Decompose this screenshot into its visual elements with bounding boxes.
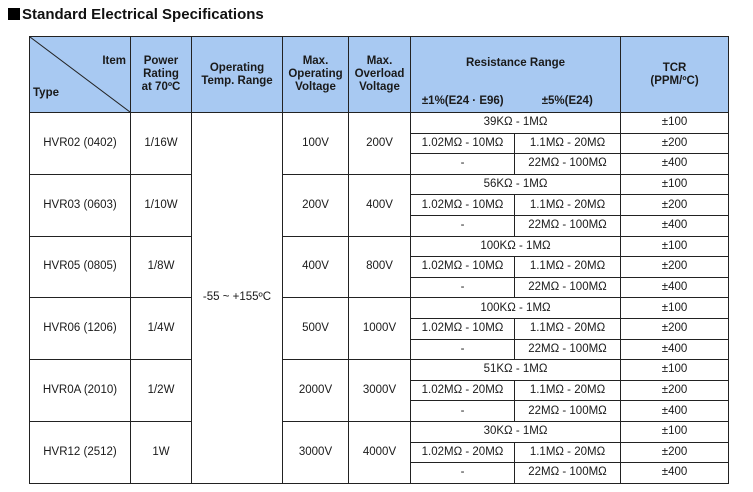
page-title-text: Standard Electrical Specifications: [22, 5, 264, 23]
maxop-header-line: Max.: [302, 55, 329, 67]
max-operating-voltage-cell: 2000V: [283, 360, 349, 422]
resistance-1pct-cell: 1.02MΩ - 20MΩ: [411, 442, 515, 463]
tcr-cell: ±200: [621, 442, 729, 463]
tcr-cell: ±200: [621, 195, 729, 216]
type-label: Type: [33, 87, 59, 99]
table-row: [30, 298, 729, 319]
resistance-full-range-cell: 30KΩ - 1MΩ: [411, 421, 621, 442]
type-cell: HVR05 (0805): [30, 236, 131, 298]
table-row: [30, 360, 729, 381]
power-cell: 1/2W: [131, 360, 192, 422]
max-overload-voltage-cell: 3000V: [349, 360, 411, 422]
resistance-full-range-cell: 51KΩ - 1MΩ: [411, 360, 621, 381]
max-overload-voltage-cell: 800V: [349, 236, 411, 298]
resistance-5pct-cell: 22MΩ - 100MΩ: [515, 154, 621, 175]
resistance-5pct-cell: 22MΩ - 100MΩ: [515, 401, 621, 422]
tcr-cell: ±200: [621, 133, 729, 154]
tcr-header: [621, 37, 729, 113]
tcr-cell: ±400: [621, 277, 729, 298]
maxop-header-line: Voltage: [295, 81, 336, 93]
resistance-1pct-cell: -: [411, 339, 515, 360]
resistance-5pct-cell: 1.1MΩ - 20MΩ: [515, 442, 621, 463]
maxov-header-line: Voltage: [359, 81, 400, 93]
resistance-5pct-cell: 1.1MΩ - 20MΩ: [515, 318, 621, 339]
power-rating-header: [131, 37, 192, 113]
max-operating-voltage-cell: 500V: [283, 298, 349, 360]
max-overload-voltage-cell: 200V: [349, 113, 411, 175]
resistance-full-range-cell: 100KΩ - 1MΩ: [411, 236, 621, 257]
item-type-header: [30, 37, 131, 113]
tcr-cell: ±200: [621, 380, 729, 401]
power-cell: 1/16W: [131, 113, 192, 175]
tcr-cell: ±200: [621, 257, 729, 278]
max-operating-voltage-cell: 100V: [283, 113, 349, 175]
table-row: [30, 236, 729, 257]
electrical-spec-table: [29, 36, 729, 484]
maxov-header-line: Max.: [366, 55, 393, 67]
resistance-range-header: Resistance Range: [411, 37, 621, 91]
tcr-cell: ±400: [621, 463, 729, 484]
power-cell: 1/4W: [131, 298, 192, 360]
item-label: Item: [102, 55, 126, 67]
max-overload-voltage-cell: 400V: [349, 174, 411, 236]
resistance-1pct-cell: 1.02MΩ - 10MΩ: [411, 318, 515, 339]
operating-temp-header: [192, 37, 283, 113]
tcr-cell: ±400: [621, 401, 729, 422]
tcr-cell: ±100: [621, 360, 729, 381]
spec-table-body: [30, 113, 729, 484]
type-cell: HVR0A (2010): [30, 360, 131, 422]
resistance-1pct-cell: 1.02MΩ - 10MΩ: [411, 195, 515, 216]
resistance-5pct-cell: 22MΩ - 100MΩ: [515, 277, 621, 298]
max-operating-voltage-cell: 3000V: [283, 421, 349, 483]
max-operating-voltage-cell: 400V: [283, 236, 349, 298]
power-cell: 1W: [131, 421, 192, 483]
resistance-1pct-cell: 1.02MΩ - 10MΩ: [411, 257, 515, 278]
resistance-5pct-cell: 1.1MΩ - 20MΩ: [515, 380, 621, 401]
maxop-header-line: Operating: [288, 68, 343, 80]
tcr-cell: ±100: [621, 298, 729, 319]
tcr-cell: ±100: [621, 174, 729, 195]
temp-header-line: Operating: [209, 61, 265, 74]
type-cell: HVR12 (2512): [30, 421, 131, 483]
tcr-cell: ±100: [621, 421, 729, 442]
resistance-5pct-header: ±5%(E24): [515, 91, 621, 113]
type-cell: HVR03 (0603): [30, 174, 131, 236]
max-overload-voltage-cell: 4000V: [349, 421, 411, 483]
maxov-header-line: Overload: [354, 68, 405, 80]
temp-header-line: Temp. Range: [201, 74, 273, 87]
tcr-cell: ±100: [621, 236, 729, 257]
diagonal-line: [30, 37, 130, 112]
resistance-5pct-cell: 1.1MΩ - 20MΩ: [515, 257, 621, 278]
resistance-1pct-cell: -: [411, 277, 515, 298]
power-header-line: Power: [143, 55, 179, 67]
resistance-1pct-cell: 1.02MΩ - 10MΩ: [411, 133, 515, 154]
table-row: [30, 174, 729, 195]
black-square-bullet-icon: [8, 8, 20, 20]
page-title: [8, 5, 264, 23]
resistance-full-range-cell: 100KΩ - 1MΩ: [411, 298, 621, 319]
type-cell: HVR02 (0402): [30, 113, 131, 175]
resistance-1pct-cell: -: [411, 463, 515, 484]
tcr-cell: ±100: [621, 113, 729, 134]
tcr-cell: ±200: [621, 318, 729, 339]
resistance-5pct-cell: 22MΩ - 100MΩ: [515, 463, 621, 484]
resistance-5pct-cell: 1.1MΩ - 20MΩ: [515, 133, 621, 154]
tcr-cell: ±400: [621, 339, 729, 360]
table-row: [30, 421, 729, 442]
tcr-header-line: TCR: [662, 61, 687, 74]
resistance-1pct-cell: 1.02MΩ - 20MΩ: [411, 380, 515, 401]
resistance-5pct-cell: 22MΩ - 100MΩ: [515, 339, 621, 360]
tcr-cell: ±400: [621, 215, 729, 236]
operating-temp-cell: -55 ~ +155ºC: [192, 113, 283, 484]
power-cell: 1/8W: [131, 236, 192, 298]
resistance-full-range-cell: 39KΩ - 1MΩ: [411, 113, 621, 134]
resistance-5pct-cell: 1.1MΩ - 20MΩ: [515, 195, 621, 216]
power-header-line: at 70ºC: [141, 81, 181, 93]
resistance-full-range-cell: 56KΩ - 1MΩ: [411, 174, 621, 195]
tcr-header-line: (PPM/ºC): [650, 74, 699, 87]
max-overload-voltage-cell: 1000V: [349, 298, 411, 360]
resistance-1pct-cell: -: [411, 215, 515, 236]
max-operating-voltage-header: [283, 37, 349, 113]
resistance-1pct-cell: -: [411, 401, 515, 422]
power-header-line: Rating: [143, 68, 179, 80]
type-cell: HVR06 (1206): [30, 298, 131, 360]
max-operating-voltage-cell: 200V: [283, 174, 349, 236]
resistance-1pct-cell: -: [411, 154, 515, 175]
tcr-cell: ±400: [621, 154, 729, 175]
max-overload-voltage-header: [349, 37, 411, 113]
table-row: [30, 113, 729, 134]
resistance-5pct-cell: 22MΩ - 100MΩ: [515, 215, 621, 236]
power-cell: 1/10W: [131, 174, 192, 236]
resistance-1pct-header: ±1%(E24 · E96): [411, 91, 515, 113]
